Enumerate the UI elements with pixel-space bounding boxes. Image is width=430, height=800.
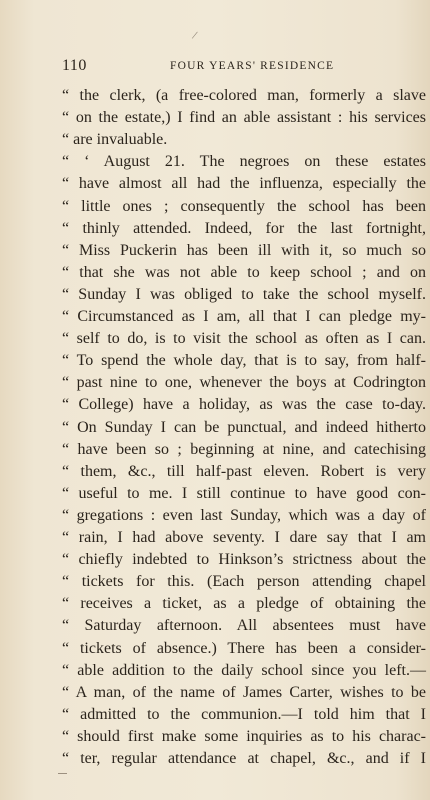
text-line: “ past nine to one, whenever the boys at Codrington xyxy=(62,374,426,392)
text-line: “ thinly attended. Indeed, for the last fortnight, xyxy=(62,219,426,237)
text-line: “ have almost all had the influenza, especially the xyxy=(62,175,426,193)
pencil-mark: / xyxy=(190,27,199,43)
text-line: “ useful to me. I still continue to have good con- xyxy=(62,484,426,502)
text-line: “ receives a ticket, as a pledge of obtaining the xyxy=(62,595,426,613)
text-line: “ self to do, is to visit the school as often as I can. xyxy=(62,330,426,348)
text-line: “ them, &c., till half-past eleven. Robert is very xyxy=(62,462,426,480)
text-line: “ Sunday I was obliged to take the school myself. xyxy=(62,285,426,303)
text-line: “ tickets of absence.) There has been a consider- xyxy=(62,639,426,657)
text-line: “ that she was not able to keep school ; and on xyxy=(62,263,426,281)
text-line: “ rain, I had above seventy. I dare say that I am xyxy=(62,529,426,546)
text-line: “ tickets for this. (Each person attending chapel xyxy=(62,573,426,591)
margin-mark xyxy=(58,773,67,774)
text-line: “ able addition to the daily school since you left.— xyxy=(62,661,426,679)
text-line: “ Saturday afternoon. All absentees must have xyxy=(62,617,426,635)
page-number: 110 xyxy=(62,57,87,74)
text-line: “ On Sunday I can be punctual, and indeed hitherto xyxy=(62,418,426,436)
text-line: “ chiefly indebted to Hinkson’s strictness about the xyxy=(62,551,426,569)
text-line: “ gregations : even last Sunday, which was a day of xyxy=(62,506,426,524)
text-line: “ should first make some inquiries as to his charac- xyxy=(62,727,426,745)
text-line: “ little ones ; consequently the school has been xyxy=(62,197,426,215)
text-line: “ admitted to the communion.—I told him that I xyxy=(62,705,426,723)
text-line: “ ‘ August 21. The negroes on these estates xyxy=(62,153,426,171)
text-line: “ Circumstanced as I am, all that I can pledge my- xyxy=(62,308,426,325)
text-line: “ College) have a holiday, as was the case to-day. xyxy=(62,396,426,414)
text-line: “ A man, of the name of James Carter, wishes to be xyxy=(62,683,426,701)
running-title: FOUR YEARS' RESIDENCE xyxy=(170,60,335,72)
text-line: “ are invaluable. xyxy=(62,131,168,149)
text-line: “ have been so ; beginning at nine, and catechising xyxy=(62,440,426,458)
text-line: “ Miss Puckerin has been ill with it, so much so xyxy=(62,241,426,259)
text-line: “ on the estate,) I find an able assistant : his services xyxy=(62,109,426,127)
running-head xyxy=(0,57,430,79)
text-line: “ the clerk, (a free-colored man, formerly a slave xyxy=(62,87,426,104)
text-line: “ To spend the whole day, that is to say, from half- xyxy=(62,352,426,370)
text-line: “ ter, regular attendance at chapel, &c., and if I xyxy=(62,750,426,767)
